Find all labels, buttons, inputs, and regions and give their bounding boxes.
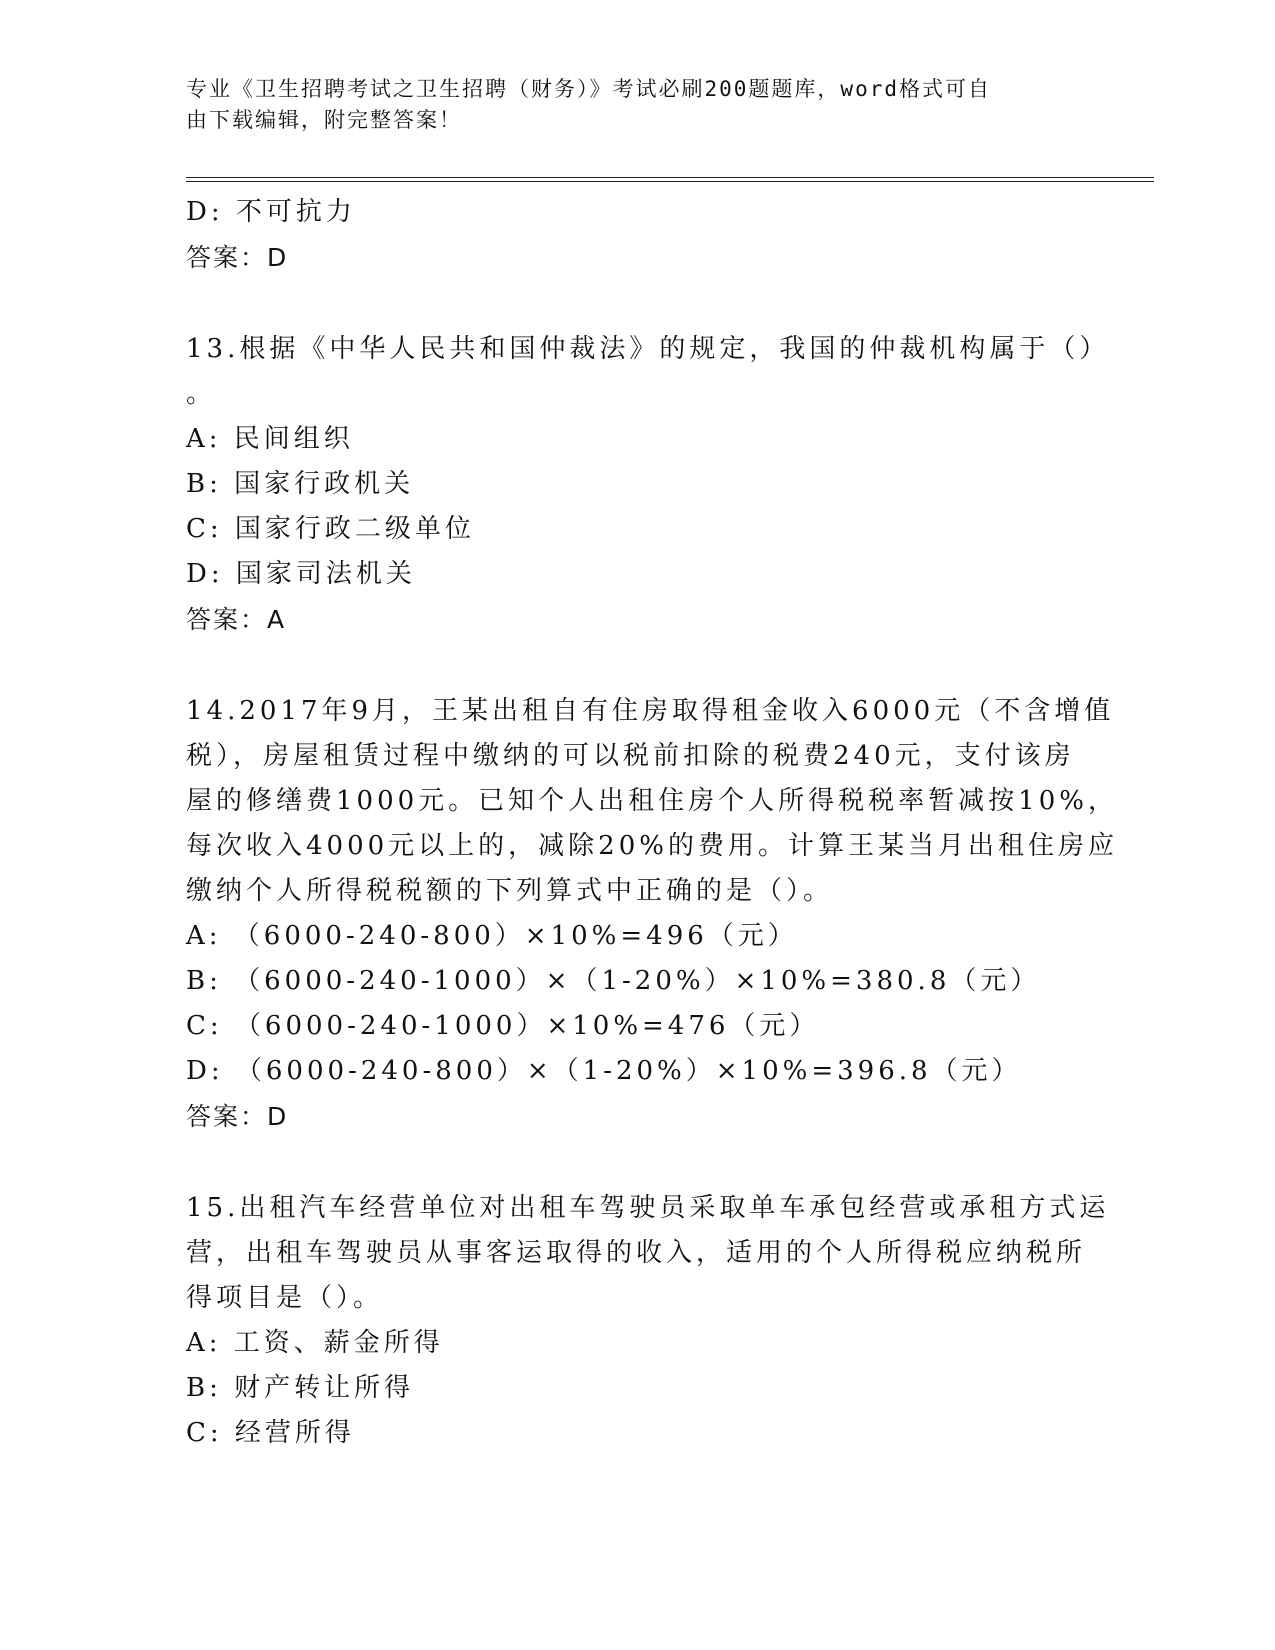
question-13-option-a: A: 民间组织 — [186, 424, 354, 454]
question-15-option-b: B: 财产转让所得 — [186, 1373, 415, 1403]
question-14-option-d: D: （6000-240-800）×（1-20%）×10%=396.8（元） — [186, 1056, 1022, 1086]
question-13-answer: 答案：A — [186, 605, 287, 634]
question-13-stem-line: 13.根据《中华人民共和国仲裁法》的规定，我国的仲裁机构属于（） — [186, 334, 1110, 364]
question-14-stem-line: 屋的修缮费1000元。已知个人出租住房个人所得税税率暂减按10%， — [186, 786, 1118, 816]
question-13-option-d: D: 国家司法机关 — [186, 559, 416, 589]
document-body — [186, 190, 1118, 1456]
question-14-option-c: C: （6000-240-1000）×10%=476（元） — [186, 1011, 820, 1041]
question-14-stem-line: 税），房屋租赁过程中缴纳的可以税前扣除的税费240元，支付该房 — [186, 741, 1075, 771]
header-line-2: 由下载编辑，附完整答案！ — [186, 108, 462, 132]
question-14-answer: 答案：D — [186, 1102, 289, 1131]
question-15-option-c: C: 经营所得 — [186, 1418, 355, 1448]
prev-option-d: D: 不可抗力 — [186, 197, 356, 227]
spacer — [186, 1139, 1086, 1186]
question-14-stem-line: 每次收入4000元以上的，减除20%的费用。计算王某当月出租住房应 — [186, 831, 1118, 861]
question-14-option-b: B: （6000-240-1000）×（1-20%）×10%=380.8（元） — [186, 966, 1041, 996]
spacer — [186, 642, 1086, 689]
question-15-option-a: A: 工资、薪金所得 — [186, 1328, 444, 1358]
header-rule-bottom — [186, 181, 1154, 182]
question-15-stem-line: 15.出租汽车经营单位对出租车驾驶员采取单车承包经营或承租方式运 — [186, 1193, 1110, 1223]
question-15-stem-line: 得项目是（）。 — [186, 1283, 384, 1313]
question-14 — [186, 689, 1118, 914]
question-15-stem-line: 营，出租车驾驶员从事客运取得的收入，适用的个人所得税应纳税所 — [186, 1238, 1087, 1268]
header-line-1: 专业《卫生招聘考试之卫生招聘（财务）》考试必刷200题题库，word格式可自 — [186, 77, 991, 101]
header-rule-top — [186, 177, 1154, 178]
question-14-option-a: A: （6000-240-800）×10%=496（元） — [186, 921, 798, 951]
spacer — [186, 280, 1086, 327]
question-14-stem-line: 缴纳个人所得税税额的下列算式中正确的是（）。 — [186, 876, 834, 906]
document-header — [186, 74, 1066, 136]
question-13 — [186, 327, 1110, 417]
question-13-option-c: C: 国家行政二级单位 — [186, 514, 475, 544]
question-13-option-b: B: 国家行政机关 — [186, 469, 415, 499]
question-13-stem-line: 。 — [186, 379, 217, 409]
prev-answer: 答案：D — [186, 243, 289, 272]
question-14-stem-line: 14.2017年9月，王某出租自有住房取得租金收入6000元（不含增值 — [186, 696, 1115, 726]
question-15 — [186, 1186, 1110, 1321]
